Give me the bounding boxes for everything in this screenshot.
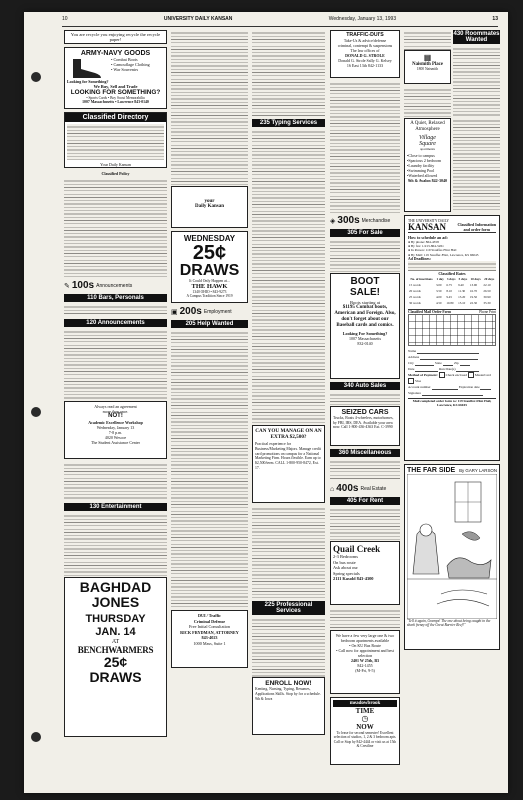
building-icon: ▦ xyxy=(423,53,432,62)
meadowbrook-line: (M-Fri, 9-5) xyxy=(355,668,375,673)
dui-line: DUI / Traffic xyxy=(197,613,222,618)
army-navy-big: LOOKING FOR SOMETHING? xyxy=(70,89,161,96)
rates-cell: 10.80 xyxy=(446,300,454,305)
rates-cell: 8.10 xyxy=(446,288,452,293)
briefcase-icon: ▣ xyxy=(171,307,178,316)
recycle-banner: You are recycle you enjoying recycle the recycle paper! xyxy=(64,30,167,44)
schedule-method: ● By phone: 864-4358 xyxy=(408,240,439,244)
quail-creek-line: 2111 Kasold 843-4300 xyxy=(333,576,374,582)
far-side-byline: By GARY LARSON xyxy=(459,468,497,473)
dui-line: 1000 Mass, Suite 1 xyxy=(193,640,226,646)
section-110-header: 110 Bars, Personals xyxy=(64,294,167,302)
house-icon: ⌂ xyxy=(330,484,335,493)
hawk-draws-ad xyxy=(171,231,248,303)
section-200s xyxy=(171,306,248,317)
manage-title: CAN YOU MANAGE ON AN EXTRA $2,500? xyxy=(255,428,322,440)
traffic-line: Take-Us & advice/defense xyxy=(343,38,387,43)
section-305-header: 305 For Sale xyxy=(330,229,400,237)
table-row xyxy=(408,300,496,306)
binder-hole xyxy=(31,72,41,82)
rates-cell: 4.00 xyxy=(435,294,442,299)
quail-creek-line: 2-3 Bedrooms xyxy=(333,554,358,559)
academic-line: Wednesday, January 13 xyxy=(96,424,135,430)
announcement-icon: ✎ xyxy=(64,281,70,290)
traffic-line: The law offices of xyxy=(350,48,380,53)
army-navy-item: • Combat Boots xyxy=(111,57,138,62)
column-3 xyxy=(252,30,325,738)
roommates-header: 430 Roommates Wanted xyxy=(453,31,500,43)
enroll-ad xyxy=(252,677,325,735)
boot-sale-line-3: Boots starting at xyxy=(349,300,381,305)
rates-cell: 19.50 xyxy=(469,294,478,299)
dui-attorney-ad xyxy=(171,610,248,668)
rates-cell: 13.90 xyxy=(469,282,478,287)
kansan-ad-line-1: your xyxy=(204,199,215,204)
masthead-top: THE UNIVERSITY DAILY xyxy=(408,219,450,223)
rates-cell: 26.50 xyxy=(483,288,491,293)
army-navy-address: 1007 Massachusetts xyxy=(82,100,115,104)
naismith-place-ad xyxy=(404,50,451,84)
schedule-method: ● By fax: 1-913-864-5261 xyxy=(408,244,444,249)
academic-line: 4020 Wescoe xyxy=(104,435,127,441)
kansan-ad-line-2: Daily Kansan xyxy=(194,204,225,209)
army-navy-phone: 843-0140 xyxy=(134,100,149,104)
traffic-dui-ad xyxy=(330,30,400,78)
word-grid[interactable] xyxy=(408,314,496,346)
schedule-method: ● In Person: 119 Stauffer-Flint Hall xyxy=(408,248,457,253)
village-address: 9th & Avalon 842-3040 xyxy=(408,178,447,183)
field-label: City xyxy=(408,360,414,365)
meadowbrook-logo: meadowbrook xyxy=(333,700,397,707)
directory-title: Classified Directory xyxy=(65,113,166,122)
dui-line: 843-4023 xyxy=(201,635,218,641)
draws-foot: A Campus Tradition Since 1919 xyxy=(186,294,233,298)
army-navy-title: ARMY-NAVY GOODS xyxy=(80,50,151,57)
mail-to-line: Mail completed order form to: 119 Stauffer-Flint Hall, Lawrence, KS 66045 xyxy=(408,398,496,407)
naismith-body: 1800 Naismith xyxy=(416,67,439,71)
column-1 xyxy=(64,30,167,740)
column-5 xyxy=(404,30,500,653)
folio-page-number: 10 xyxy=(62,16,68,22)
section-130-header: 130 Entertainment xyxy=(64,503,167,511)
boot-sale-line-1: BOOT xyxy=(350,276,380,287)
village-headline: A Quiet, Relaxed Atmosphere xyxy=(410,121,445,132)
state-field[interactable] xyxy=(443,360,454,366)
naismith-title: Naismith Place xyxy=(412,62,443,67)
boot-sale-line-5: Looking For Something? xyxy=(342,331,388,336)
academic-line: Always read an agreement xyxy=(94,404,137,409)
meadowbrook-line: We have a few very large one & two bedroom apartments available xyxy=(335,633,395,643)
manage-body: Practical experience for Business/Marketing Majors. Manage credit card promotions on campus for a National Marketing Firm. Hours flexible. Earn up to $2,500/term. CALL 1-800-950-8472, Ext. 17. xyxy=(255,442,321,470)
academic-workshop-ad xyxy=(64,401,167,459)
rates-col-header: 1 day xyxy=(436,276,444,281)
rates-cell: 30.90 xyxy=(483,294,491,299)
section-300s-number: 300s xyxy=(337,215,360,226)
quail-creek-line: Ask about our xyxy=(333,565,358,571)
baghdad-line-2: JONES xyxy=(91,594,140,610)
kansan-ad xyxy=(171,186,248,228)
academic-not: NOT! xyxy=(108,413,123,420)
payment-label: Method of Payment: xyxy=(408,372,438,377)
village-logo-v: Village xyxy=(419,135,436,141)
quail-creek-line: On bus route xyxy=(333,559,356,565)
section-300s-label: Merchandise xyxy=(361,217,391,224)
far-side-title: THE FAR SIDE xyxy=(407,467,456,474)
folio-date: Wednesday, January 13, 1993 xyxy=(328,16,397,22)
village-logo-sub: apartments xyxy=(420,147,435,151)
section-405-header: 405 For Rent xyxy=(330,497,400,505)
academic-line: more than once. xyxy=(102,409,129,415)
enroll-body: Kenting, Nursing, Typing, Resumes, Applications Skills. Stop by for a schedule. 9th & Iowa xyxy=(255,687,321,701)
army-navy-city: • Lawrence xyxy=(115,100,134,104)
rates-col-header: 3 days xyxy=(446,276,456,281)
rates-cell: 15 words xyxy=(409,282,421,287)
draws-phone: 1340 OHIO • 843-9273 xyxy=(192,290,227,294)
baghdad-jones-ad xyxy=(64,577,167,737)
check-checkbox[interactable] xyxy=(439,372,445,378)
meadowbrook-line: • Call now for appointment and best selection xyxy=(336,648,394,658)
rates-cell: 4.50 xyxy=(435,300,442,305)
mail-order-heading: Classified Mail Order Form xyxy=(408,309,451,314)
village-logo-s: Square xyxy=(419,141,436,147)
rates-col-header: 20 days xyxy=(484,276,495,281)
masthead-kansan: KANSAN xyxy=(408,222,447,232)
army-navy-ad xyxy=(64,47,167,109)
traffic-line: DONALD G. STROLE xyxy=(345,53,385,58)
draws-word: DRAWS xyxy=(179,262,240,279)
village-feature: •Spacious 2 bedroom xyxy=(407,158,442,163)
classified-policy-heading: Classified Policy xyxy=(101,171,130,176)
ad-deadlines: Ad Deadlines: xyxy=(408,256,431,261)
schedule-method: ● By Mail: 119 Stauffer-Flint, Lawrence, KS 66045 xyxy=(408,252,479,257)
payment-option: MasterCard xyxy=(474,372,491,377)
time-now-line-2: NOW xyxy=(356,723,374,731)
seized-cars-body: Trucks, Boats 4-wheelers, motorhomes, by FBI, IRS, DEA. Available your area now. Call 1-800-436-4363 Ext. C-3990 xyxy=(333,416,394,430)
seized-cars-ad xyxy=(330,406,400,446)
far-side-comic xyxy=(404,464,500,650)
time-now-line-1: TIME xyxy=(355,707,375,715)
section-100s-label: Announcements xyxy=(96,282,133,289)
order-form-title-1: Classified Information xyxy=(457,222,496,227)
section-100s-number: 100s xyxy=(71,280,95,291)
rates-cell: 3.00 xyxy=(435,282,442,287)
classified-rates: Classified Rates xyxy=(438,270,466,276)
manage-extra-ad xyxy=(252,425,325,503)
section-300s xyxy=(330,215,400,226)
order-form-title-2: and order form xyxy=(463,227,490,232)
folio-page-number-right: 13 xyxy=(492,16,498,22)
far-side-panel xyxy=(407,474,497,619)
signature-field[interactable] xyxy=(422,390,484,396)
section-340-header: 340 Auto Sales xyxy=(330,382,400,390)
boot-sale-line-4: $1195 Combat boots, American and Foreign. Also, don't forget about our Baseball cards and comics. xyxy=(334,305,396,328)
time-now-body: To lease for second semester! Excellent selection of studios, 1, 2 & 3 bedroom apts. Call or Stop by 842-4444 or visit us at 15th & Crestline xyxy=(333,731,397,749)
section-235-header: 235 Typing Services xyxy=(252,119,325,127)
newspaper-page xyxy=(24,12,508,793)
folio-bar xyxy=(62,16,498,27)
rates-table xyxy=(408,276,496,306)
field-label: Account number xyxy=(408,384,431,389)
army-navy-sub: • Sports Cards • Boy Scout Memorabilia xyxy=(86,96,145,100)
date-field[interactable] xyxy=(415,366,438,372)
rates-cell: 3.50 xyxy=(435,288,442,293)
traffic-line-1: TRAFFIC-DUI'S xyxy=(346,32,384,38)
meadowbrook-line: 2401 W 25th, B3 xyxy=(350,658,380,663)
section-400s-number: 400s xyxy=(336,483,359,494)
traffic-line: criminal, contempt & suspensions xyxy=(337,43,393,48)
army-navy-item: • Camouflage Clothing xyxy=(111,62,150,67)
section-205-header: 205 Help Wanted xyxy=(171,320,248,328)
meadowbrook-line: • On KU Bus Route xyxy=(349,643,381,648)
baghdad-line-3: THURSDAY xyxy=(85,613,146,625)
dui-line: Criminal Defense xyxy=(193,618,226,624)
how-to-schedule: How to schedule an ad: xyxy=(408,235,448,240)
section-400s xyxy=(330,483,400,494)
baghdad-line-6: BENCHWARMERS xyxy=(77,645,154,655)
visa-checkbox[interactable] xyxy=(408,378,414,384)
academic-line: 7-8 p.m. xyxy=(108,430,123,436)
payment-option: Visa xyxy=(415,378,422,383)
classified-order-form xyxy=(404,215,500,461)
quail-creek-ad xyxy=(330,541,400,605)
baghdad-line-4: JAN. 14 xyxy=(95,626,136,638)
section-400s-label: Real Estate xyxy=(360,485,387,492)
rates-cell: 22.10 xyxy=(483,282,491,287)
boot-sale-line-2: SALE! xyxy=(350,287,380,298)
meadowbrook-ad xyxy=(330,630,400,694)
quail-creek-line: Spring specials xyxy=(333,570,360,576)
section-200s-label: Employment xyxy=(203,308,232,315)
looking-line: Looking for Something? xyxy=(67,79,109,84)
academic-line: The Student Assistance Center xyxy=(91,440,140,446)
rates-cell: 13.20 xyxy=(458,294,466,299)
rates-cell: 6.75 xyxy=(446,282,452,287)
village-feature: •Close to campus xyxy=(407,153,435,158)
rates-cell: 20 words xyxy=(409,288,421,293)
army-navy-item: • War Souvenirs xyxy=(111,67,139,72)
boot-illustration-icon xyxy=(67,57,105,79)
rates-cell: 9.40 xyxy=(458,282,464,287)
phone-print-label: Phone Print xyxy=(479,309,496,314)
section-100s xyxy=(64,280,167,291)
field-label: Address xyxy=(408,354,420,359)
mastercard-checkbox[interactable] xyxy=(468,372,474,378)
rates-cell: 16.70 xyxy=(469,288,478,293)
army-navy-tagline: We Buy, Sell and Trade xyxy=(93,84,138,89)
draws-day: WEDNESDAY xyxy=(183,234,236,243)
rates-cell: 25 words xyxy=(409,294,421,299)
field-label: Name xyxy=(408,348,417,353)
time-now-ad xyxy=(330,697,400,765)
column-4 xyxy=(330,30,400,768)
baghdad-line-7: 25¢ xyxy=(103,654,128,670)
draws-sub: It Could Only Happen at... xyxy=(189,279,230,283)
baghdad-line-5: AT xyxy=(111,639,120,645)
boot-sale-line-6: 1007 Massachusetts xyxy=(348,336,382,341)
column-2 xyxy=(171,30,248,671)
rates-col-header: 10 days xyxy=(470,276,481,281)
village-feature: •Laundry facility xyxy=(407,163,435,168)
binder-hole xyxy=(31,732,41,742)
boot-sale-line-7: 832-0140 xyxy=(357,341,373,346)
traffic-line: 16 East 13th 842-1133 xyxy=(346,63,384,68)
field-label: State xyxy=(434,360,442,365)
rates-cell: 35.30 xyxy=(483,300,491,305)
village-feature: •Waterbed allowed xyxy=(407,173,438,178)
academic-line: Academic Excellence Workshop xyxy=(88,419,143,425)
field-label: Zip xyxy=(453,360,459,365)
dui-line: Free Initial Consultation xyxy=(189,624,230,630)
section-120-header: 120 Announcements xyxy=(64,319,167,327)
rates-col-header: 5 days xyxy=(458,276,468,281)
binder-hole xyxy=(31,407,41,417)
village-square-ad xyxy=(404,118,451,212)
seized-cars-title: SEIZED CARS xyxy=(341,409,389,416)
draws-place: THE HAWK xyxy=(191,283,228,290)
section-360-header: 360 Miscellaneous xyxy=(330,449,400,457)
traffic-line: Donald G. Strole Sally G. Kelsey xyxy=(338,58,392,63)
rates-cell: 15.10 xyxy=(458,300,466,305)
far-side-caption: "Tell it again, Gramps! The one about being caught in the shark frenzy off the Great Barrier Reef!" xyxy=(407,619,491,628)
boot-sale-ad xyxy=(330,273,400,379)
rates-cell: 30 words xyxy=(409,300,421,305)
field-label: Run Date(s) xyxy=(439,366,456,371)
section-200s-number: 200s xyxy=(179,306,202,317)
rates-cell: 11.30 xyxy=(458,288,466,293)
clock-icon: ◷ xyxy=(361,714,369,723)
field-label: Expiration date xyxy=(458,384,480,389)
baghdad-line-8: DRAWS xyxy=(89,669,142,685)
section-225-header: 225 Professional Services xyxy=(252,601,325,615)
field-label: Signature xyxy=(408,390,421,395)
classified-directory xyxy=(64,112,167,168)
village-feature: •Swimming Pool xyxy=(407,168,435,173)
draws-price: 25¢ xyxy=(192,242,227,264)
field-label: Date xyxy=(408,366,415,371)
tag-icon: ◈ xyxy=(330,216,336,225)
payment-option: Check enclosed xyxy=(445,372,467,377)
directory-footer: Your Daily Kansan xyxy=(100,162,131,167)
rates-col-header: No. of insertions xyxy=(410,276,433,281)
rates-cell: 9.45 xyxy=(446,294,452,299)
baghdad-line-1: BAGHDAD xyxy=(79,579,152,595)
quail-creek-title: Quail Creek xyxy=(333,544,381,554)
meadowbrook-line: 842-1455 xyxy=(357,663,373,668)
folio-paper-name: UNIVERSITY DAILY KANSAN xyxy=(163,16,233,22)
dui-line: RICK FRYDMAN, ATTORNEY xyxy=(180,629,239,635)
rates-cell: 22.30 xyxy=(469,300,478,305)
enroll-title: ENROLL NOW! xyxy=(265,680,312,687)
